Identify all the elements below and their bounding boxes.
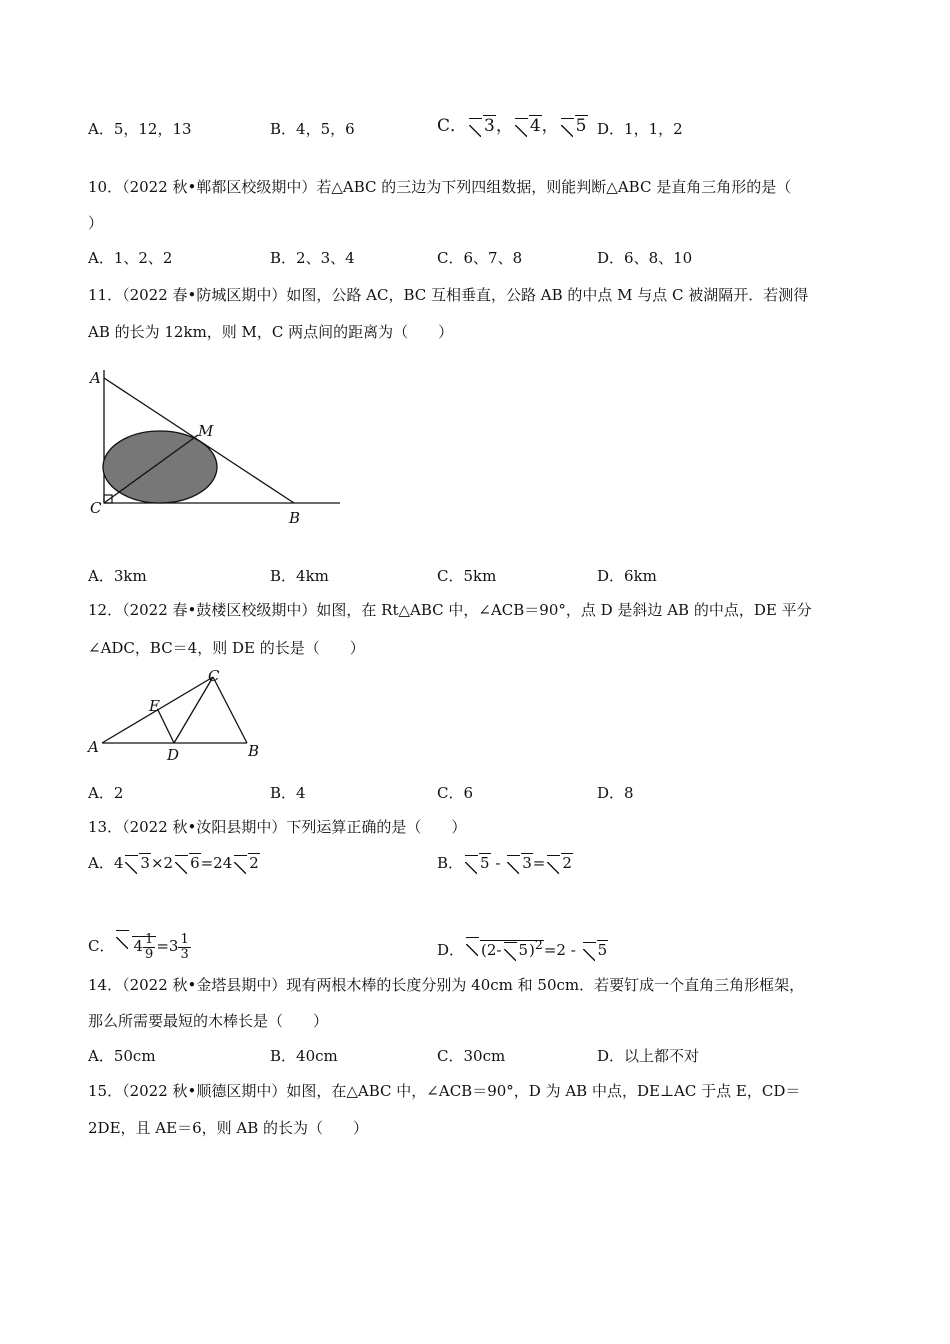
lake-ellipse [103, 431, 217, 503]
q12-option-a: A．2 [88, 784, 124, 802]
q13-stem: 13．（2022 秋•汝阳县期中）下列运算正确的是（ ） [88, 818, 467, 836]
sqrt-sign: 5 [583, 940, 609, 960]
q10-option-a: A．1、2、2 [88, 249, 173, 267]
q10-option-c: C．6、7、8 [437, 249, 523, 267]
segment-de [158, 710, 174, 743]
q10-option-b: B．2、3、4 [270, 249, 355, 267]
sqrt-sign: 6 [175, 853, 201, 873]
q12-option-c: C．6 [437, 784, 474, 802]
sqrt-sign: 3 [125, 853, 151, 873]
label-a: A [90, 369, 101, 387]
q11-option-a: A．3km [88, 567, 147, 585]
fraction: $\frac{1}{9}$ [145, 931, 154, 962]
sqrt-sign: 3 [507, 853, 533, 873]
q14-option-c: C．30cm [437, 1047, 506, 1065]
sqrt-sign: (2- 5)$^2$ [466, 935, 544, 960]
sqrt-sign: 2 [547, 853, 573, 873]
side-bc [213, 677, 247, 743]
q12-stem-line1: 12．（2022 春•鼓楼区校级期中）如图，在 Rt△ABC 中，∠ACB＝90°，点 D 是斜边 AB 的中点，DE 平分 [88, 601, 812, 619]
label-b: B [248, 742, 260, 760]
q11-stem-line2: AB 的长为 12km，则 M，C 两点间的距离为（ ） [88, 323, 454, 341]
sqrt-sign: 2 [234, 853, 260, 873]
q10-stem-line2: ） [88, 214, 104, 232]
q11-stem-line1: 11．（2022 春•防城区期中）如图，公路 AC，BC 互相垂直，公路 AB 的中点 M 与点 C 被湖隔开．若测得 [88, 286, 809, 304]
q13-option-c: C． 4 $\frac{1}{9}$ =3 $\frac{1}{3}$ [88, 928, 191, 964]
sqrt-sign: 3 [469, 116, 496, 136]
q15-stem-line1: 15．（2022 秋•顺德区期中）如图，在△ABC 中，∠ACB＝90°，D 为 AB 中点，DE⊥AC 于点 E，CD＝ [88, 1082, 801, 1100]
segment-dc [174, 677, 213, 743]
q9-option-d: D．1，1，2 [597, 120, 683, 138]
q14-option-b: B．40cm [270, 1047, 338, 1065]
q12-option-d: D．8 [597, 784, 634, 802]
q14-option-a: A．50cm [88, 1047, 156, 1065]
label-e: E [149, 697, 160, 715]
q15-stem-line2: 2DE，且 AE＝6，则 AB 的长为（ ） [88, 1119, 369, 1137]
label-a: A [88, 738, 99, 756]
q9-option-c: C． 3， 4， 5 [437, 116, 587, 136]
q14-option-d: D．以上都不对 [597, 1047, 700, 1065]
q9-option-b: B．4，5，6 [270, 120, 355, 138]
label-d: D [167, 746, 180, 764]
sqrt-sign: 5 [504, 940, 530, 960]
q10-option-d: D．6、8、10 [597, 249, 693, 267]
q13-option-d: D． (2- 5)$^2$=2 - 5 [437, 937, 608, 959]
fraction: $\frac{1}{3}$ [180, 931, 189, 962]
label-c: C [208, 667, 220, 685]
q12-stem-line2: ∠ADC，BC＝4，则 DE 的长是（ ） [88, 639, 365, 657]
sqrt-sign: 5 [561, 116, 588, 136]
sqrt-sign: 4 $\frac{1}{9}$ [116, 928, 156, 964]
q11-option-b: B．4km [270, 567, 329, 585]
sqrt-sign: 4 [515, 116, 542, 136]
q11-option-c: C．5km [437, 567, 497, 585]
q9-option-a: A．5，12，13 [88, 120, 192, 138]
q13-option-b: B． 5 - 3= 2 [437, 854, 572, 872]
q14-stem-line1: 14．（2022 秋•金塔县期中）现有两根木棒的长度分别为 40cm 和 50cm．若要钉成一个直角三角形框架， [88, 976, 805, 994]
q12-figure [80, 664, 280, 764]
q12-option-b: B．4 [270, 784, 306, 802]
label-m: M [198, 422, 214, 440]
q11-figure [80, 360, 350, 530]
q10-stem-line1: 10．（2022 秋•郸都区校级期中）若△ABC 的三边为下列四组数据，则能判断△ABC 是直角三角形的是（ [88, 178, 792, 196]
sqrt-sign: 5 [465, 853, 491, 873]
q13-option-a: A．4 3×2 6=24 2 [88, 854, 259, 872]
q14-stem-line2: 那么所需要最短的木棒长是（ ） [88, 1012, 329, 1030]
q11-option-d: D．6km [597, 567, 657, 585]
q9-option-c-label: C． [437, 116, 468, 136]
label-c: C [90, 499, 102, 517]
label-b: B [289, 509, 301, 527]
